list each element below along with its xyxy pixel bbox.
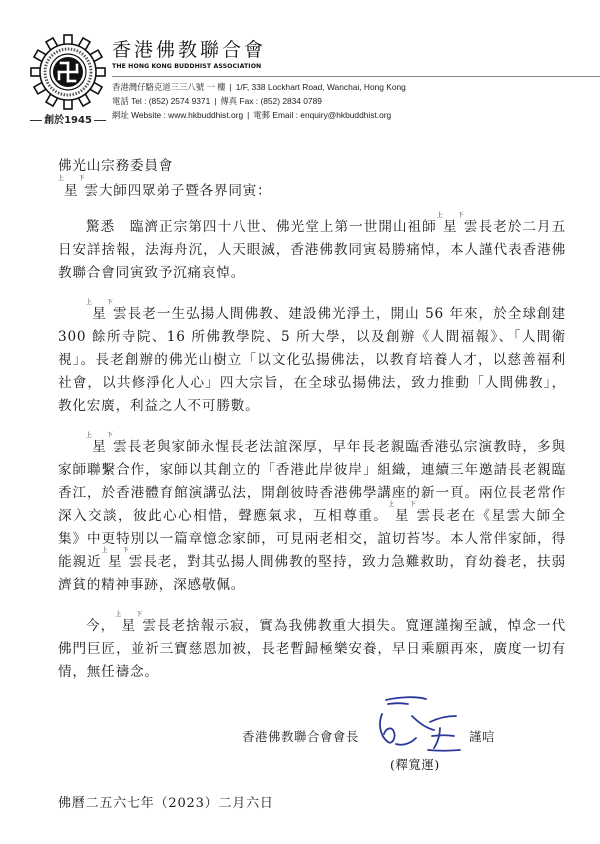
address-line: 香港灣仔駱克道三三八號 一 樓 | 1/F, 338 Lockhart Road, Wanchai, Hong Kong	[112, 82, 406, 92]
signature-icon	[368, 694, 468, 764]
fax: 傳真 Fax : (852) 2834 0789	[220, 96, 322, 106]
letter-body	[0, 140, 600, 844]
email-link[interactable]: 電郵 Email : enquiry@hkbuddhist.org	[253, 110, 392, 120]
recipient-line-2: $^上$星$^下$雲大師四眾弟子暨各界同寅：	[58, 175, 272, 199]
paragraph-condolence: 驚悉 臨濟正宗第四十八世、佛光堂上第一世開山祖師$^上$星$^下$雲長老於二月五日安詳捨報，法海舟沉，人天眼滅，香港佛教同寅曷勝痛悼，本人謹代表香港佛教聯合會同寅致予沉痛哀悼。	[58, 212, 566, 281]
closing-block	[58, 694, 566, 772]
paragraph-friendship: $^上$星$^下$雲長老與家師永惺長老法誼深厚，早年長老親臨香港弘宗演教時，多與家師聯繫合作，家師以其創立的「香港此岸彼岸」組織，連續三年邀請長老親臨香江，於香港體育館演講弘法，開創彼時香港佛學講座的新一頁。兩位長老常作深入交談，彼此心心相惜，聲應氣求，互相尊重。$^上$星$^下$雲長老在《星雲大師全集》中更特別以一篇章憶念家師，可見兩老相交，誼切苔岑。本人常伴家師，得能親近$^上$星$^下$雲長老，對其弘揚人間佛教的堅持，致力急難救助，育幼養老，扶弱濟貧的精神事跡，深感敬佩。	[58, 432, 566, 593]
recipient-line-1: 佛光山宗務委員會	[58, 158, 174, 174]
address-english: 1/F, 338 Lockhart Road, Wanchai, Hong Kong	[235, 82, 406, 92]
closing-word: 謹唁	[469, 729, 495, 744]
website-link[interactable]: 網址 Website : www.hkbuddhist.org	[112, 110, 244, 120]
founded-year-label: 創於1945	[24, 114, 112, 128]
web-email-line: 網址 Website : www.hkbuddhist.org | 電郵 Email : enquiry@hkbuddhist.org	[112, 110, 392, 120]
letterhead-text	[112, 38, 600, 122]
paragraph-mourning: 今，$^上$星$^下$雲長老捨報示寂，實為我佛教重大損失。寬運謹掬至誠，悼念一代佛門巨匠，並祈三寶慈恩加被，長老暫歸極樂安養，早日乘願再來，廣度一切有情，無任禱念。	[58, 611, 566, 680]
signer-name: (釋寬運)	[390, 757, 440, 772]
closing-title: 香港佛教聯合會會長	[242, 729, 359, 744]
letterhead	[0, 0, 600, 140]
org-name-chinese: 香港佛教聯合會	[112, 39, 267, 61]
header-divider	[112, 76, 600, 77]
association-logo-icon	[28, 32, 108, 112]
org-name-english: THE HONG KONG BUDDHIST ASSOCIATION	[112, 63, 262, 70]
telephone: 電話 Tel : (852) 2574 9371	[112, 96, 211, 106]
address-chinese: 香港灣仔駱克道三三八號 一 樓	[112, 82, 226, 92]
paragraph-achievements: $^上$星$^下$雲長老一生弘揚人間佛教、建設佛光淨土，開山 56 年來，於全球創建 300 餘所寺院、16 所佛教學院、5 所大學，以及創辦《人間福報》、「人間衛視」。長老創辦的佛光山樹立「以文化弘揚佛法，以教育培養人才，以慈善福利社會，以共修淨化人心」四大宗旨，在全球弘揚佛法，致力推動「人間佛教」，教化宏廣，利益之人不可勝數。	[58, 299, 566, 414]
phone-fax-line: 電話 Tel : (852) 2574 9371 | 傳真 Fax : (852) 2834 0789	[112, 96, 322, 106]
letter-date: 佛曆二五六七年（2023）二月六日	[58, 796, 274, 811]
